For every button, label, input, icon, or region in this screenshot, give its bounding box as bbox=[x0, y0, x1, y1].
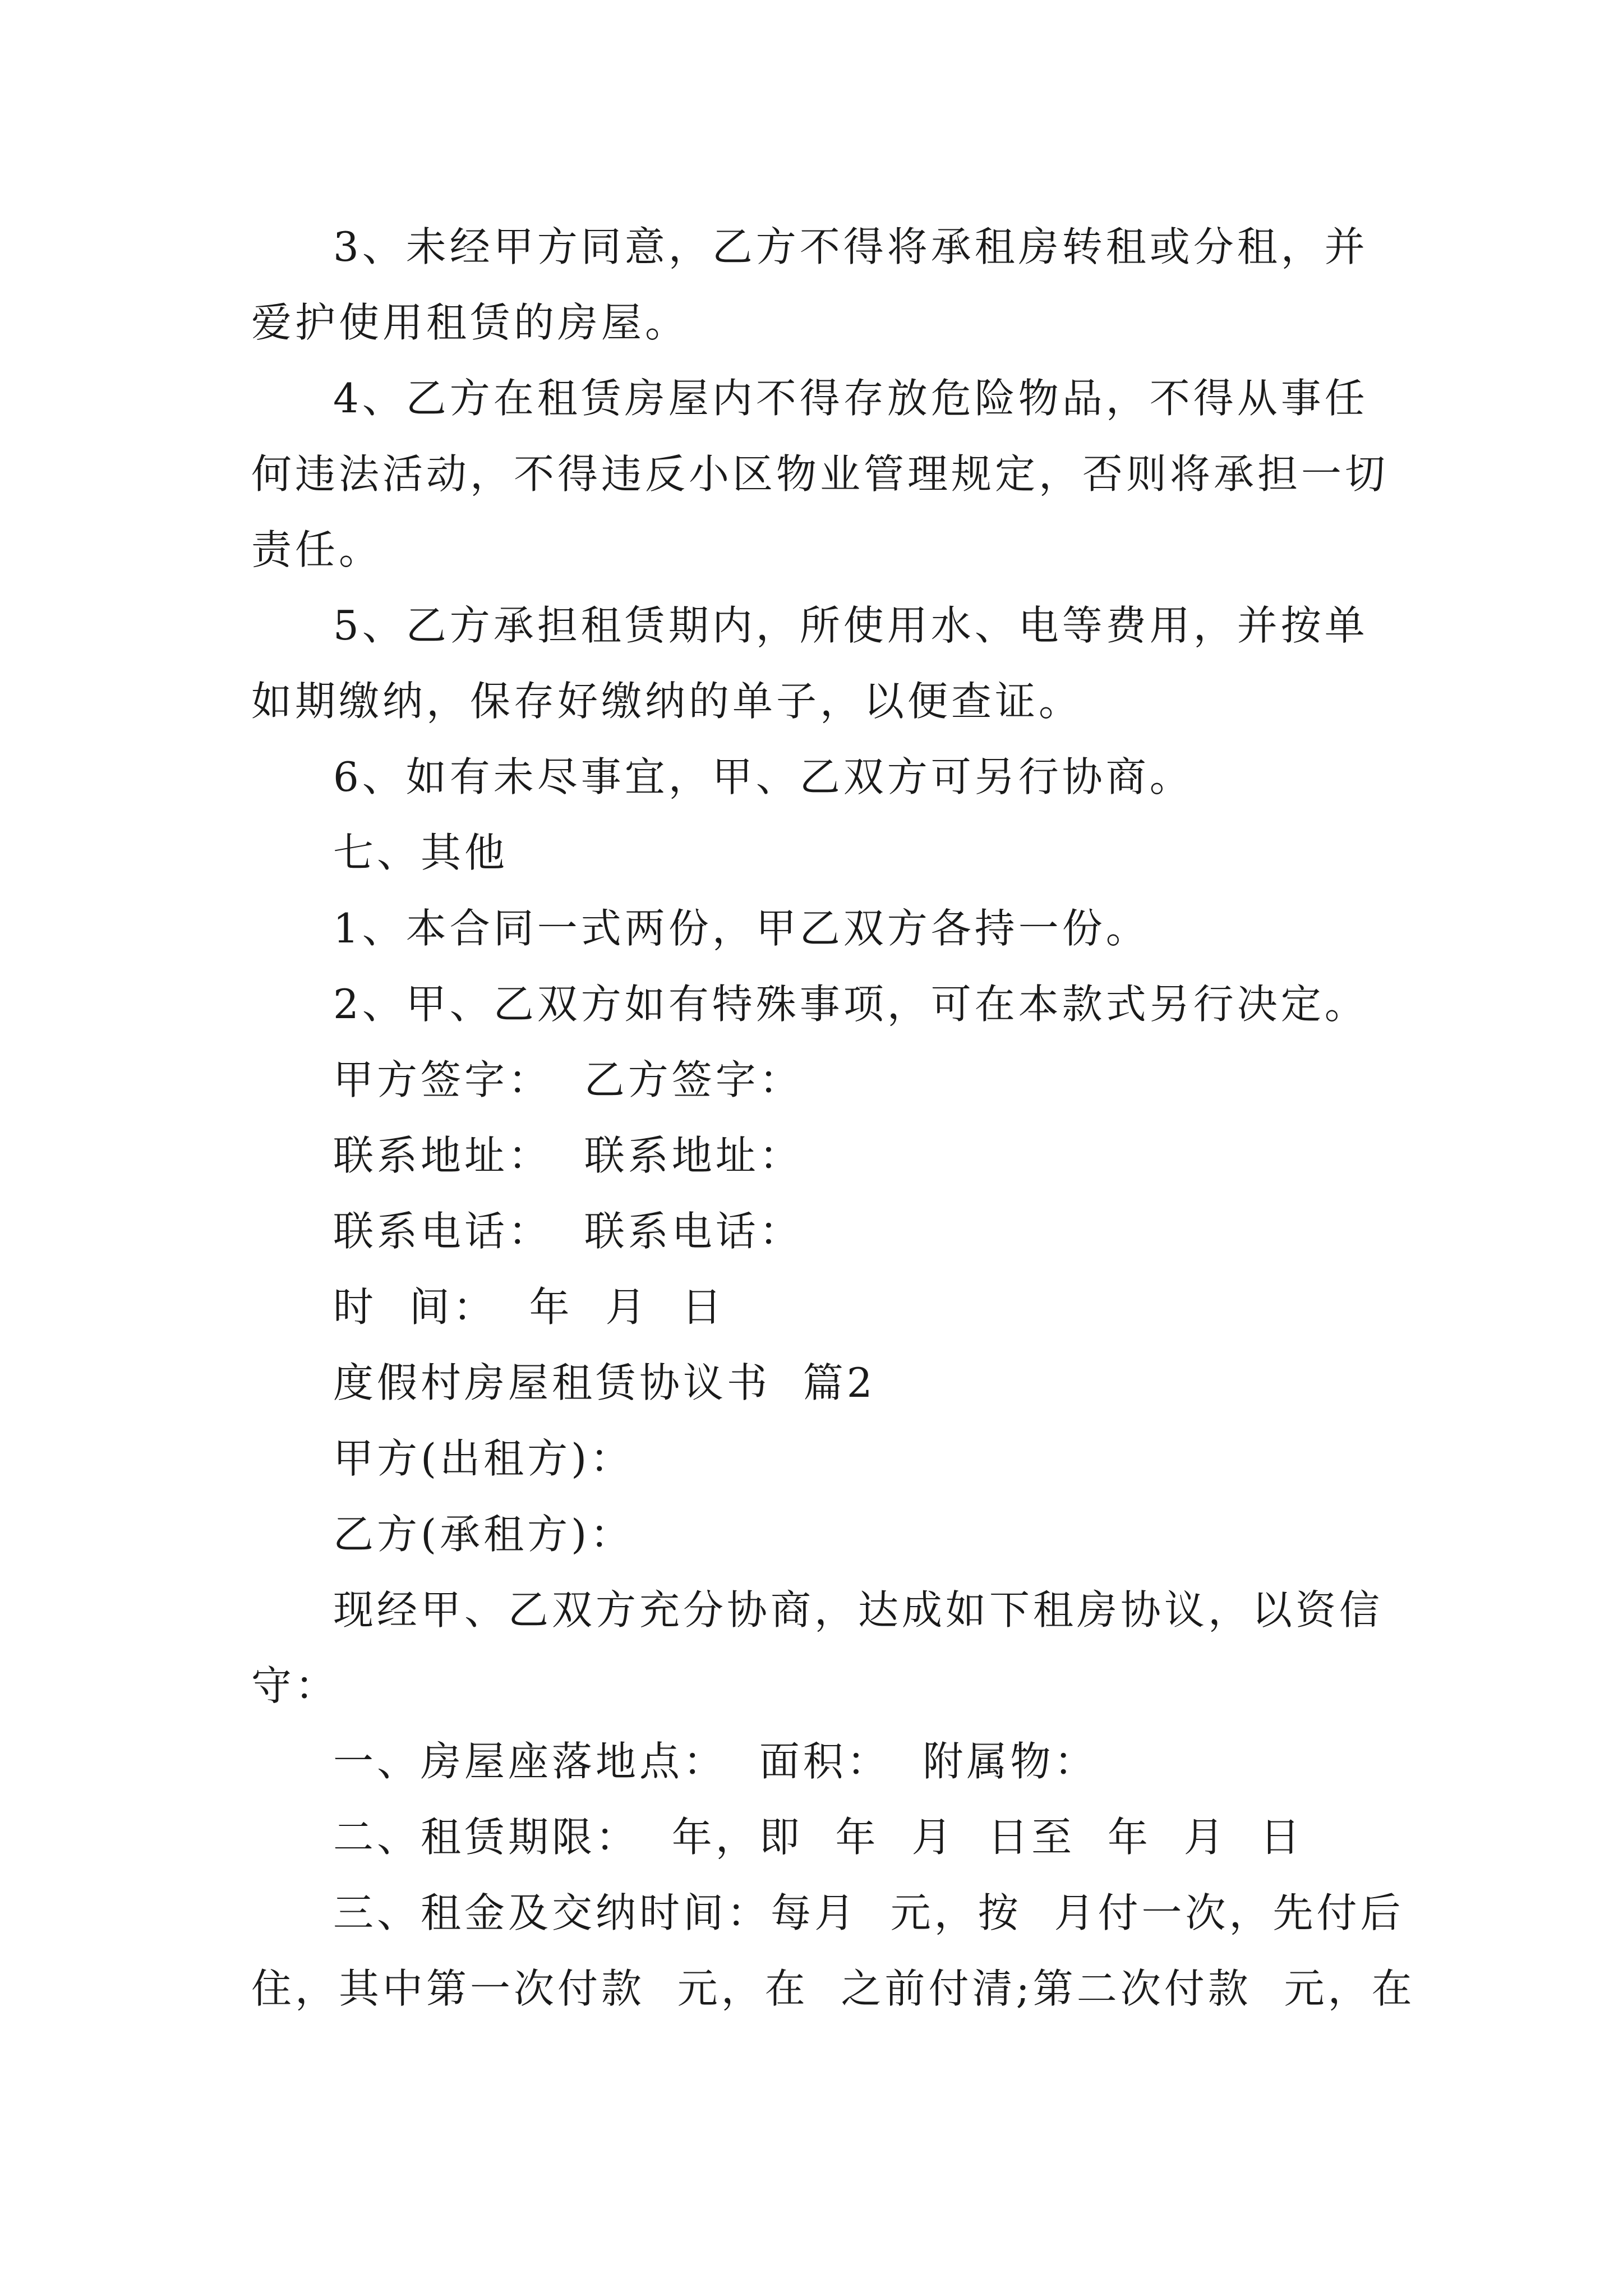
clause-line: 住，其中第一次付款 元，在 之前付清;第二次付款 元，在 bbox=[251, 1965, 1415, 2012]
paragraph-line: 1、本合同一式两份，甲乙双方各持一份。 bbox=[333, 905, 1150, 952]
date-line: 时 间： 年 月 日 bbox=[333, 1283, 726, 1331]
document-title: 度假村房屋租赁协议书 篇2 bbox=[333, 1359, 876, 1406]
paragraph-line: 如期缴纳，保存好缴纳的单子，以便查证。 bbox=[251, 678, 1083, 725]
paragraph-line: 3、未经甲方同意，乙方不得将承租房转租或分租，并 bbox=[333, 223, 1368, 270]
paragraph-line: 何违法活动，不得违反小区物业管理规定，否则将承担一切 bbox=[251, 450, 1389, 498]
paragraph-line: 2、甲、乙双方如有特殊事项，可在本款式另行决定。 bbox=[333, 981, 1368, 1028]
paragraph-line: 爱护使用租赁的房屋。 bbox=[251, 299, 689, 346]
paragraph-line: 守： bbox=[251, 1662, 339, 1709]
party-b-line: 乙方(承租方)： bbox=[333, 1511, 634, 1558]
party-a-line: 甲方(出租方)： bbox=[333, 1435, 634, 1482]
paragraph-line: 5、乙方承担租赁期内，所使用水、电等费用，并按单 bbox=[333, 602, 1368, 649]
paragraph-line: 6、如有未尽事宜，甲、乙双方可另行协商。 bbox=[333, 753, 1193, 800]
paragraph-line: 现经甲、乙双方充分协商，达成如下租房协议，以资信 bbox=[333, 1586, 1384, 1634]
paragraph-line: 4、乙方在租赁房屋内不得存放危险物品，不得从事任 bbox=[333, 375, 1368, 422]
clause-line: 三、租金及交纳时间：每月 元，按 月付一次，先付后 bbox=[333, 1889, 1404, 1936]
address-line: 联系地址： 联系地址： bbox=[333, 1132, 803, 1179]
signature-line: 甲方签字： 乙方签字： bbox=[333, 1056, 803, 1103]
clause-line: 二、租赁期限： 年，即 年 月 日至 年 月 日 bbox=[333, 1814, 1304, 1861]
clause-line: 一、房屋座落地点： 面积： 附属物： bbox=[333, 1738, 1098, 1785]
phone-line: 联系电话： 联系电话： bbox=[333, 1208, 803, 1255]
paragraph-line: 责任。 bbox=[251, 526, 383, 573]
section-heading: 七、其他 bbox=[333, 829, 509, 876]
